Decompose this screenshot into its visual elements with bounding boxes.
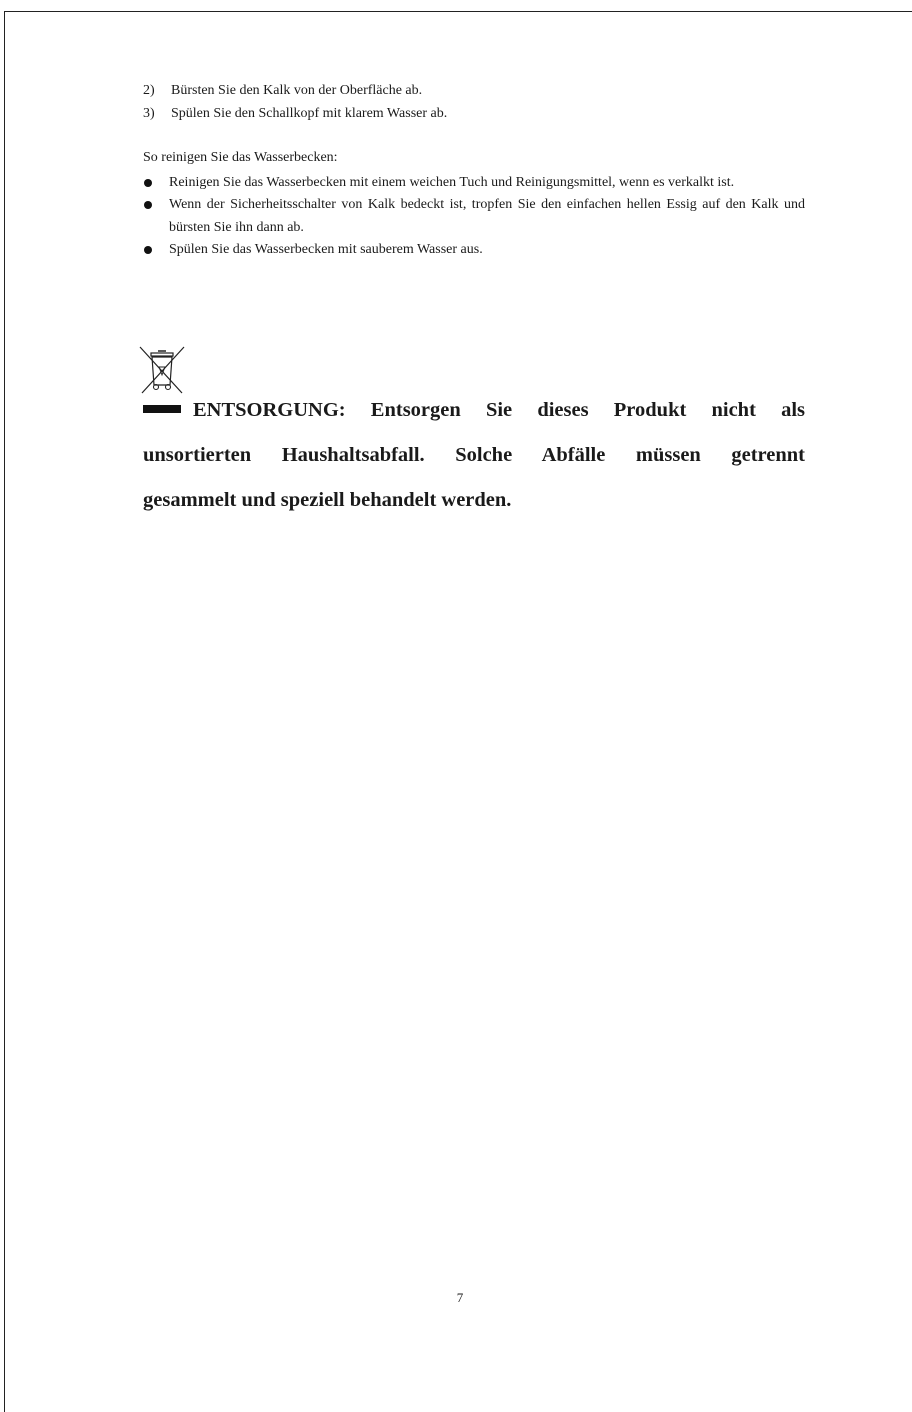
page-number: 7 — [456, 1290, 464, 1305]
disposal-line: ENTSORGUNG: Entsorgen Sie dieses Produkt nicht als — [143, 388, 805, 433]
bullet-text: Wenn der Sicherheitsschalter von Kalk bedeckt ist, tropfen Sie den einfachen hellen Essig auf den Kalk und bürsten Sie ihn dann ab. — [169, 197, 805, 235]
bullet-text: Spülen Sie das Wasserbecken mit sauberem Wasser aus. — [169, 242, 483, 257]
list-item — [143, 103, 805, 126]
list-item — [143, 172, 805, 195]
disposal-line: gesammelt und speziell behandelt werden. — [143, 489, 512, 511]
bullet-list — [143, 172, 805, 262]
bullet-icon — [143, 239, 169, 262]
disposal-line: unsortierten Haushaltsabfall. Solche Abfälle müssen getrennt — [143, 444, 805, 466]
list-item — [143, 194, 805, 239]
bullet-icon — [143, 172, 169, 195]
bullet-text: Reinigen Sie das Wasserbecken mit einem weichen Tuch und Reinigungsmittel, wenn es verkalkt ist. — [169, 174, 735, 190]
list-item — [143, 80, 805, 103]
bullet-icon — [143, 194, 169, 239]
section-intro: So reinigen Sie das Wasserbecken: — [143, 150, 338, 165]
step-list — [143, 80, 805, 125]
list-item — [143, 239, 805, 262]
step-number: 2) — [143, 83, 155, 98]
step-number: 3) — [143, 105, 155, 121]
step-text: Bürsten Sie den Kalk von der Oberfläche ab. — [171, 83, 423, 98]
document-body — [143, 80, 805, 262]
disposal-notice — [143, 388, 805, 523]
step-text: Spülen Sie den Schallkopf mit klarem Wasser ab. — [171, 105, 448, 121]
black-bar-icon — [143, 405, 181, 413]
